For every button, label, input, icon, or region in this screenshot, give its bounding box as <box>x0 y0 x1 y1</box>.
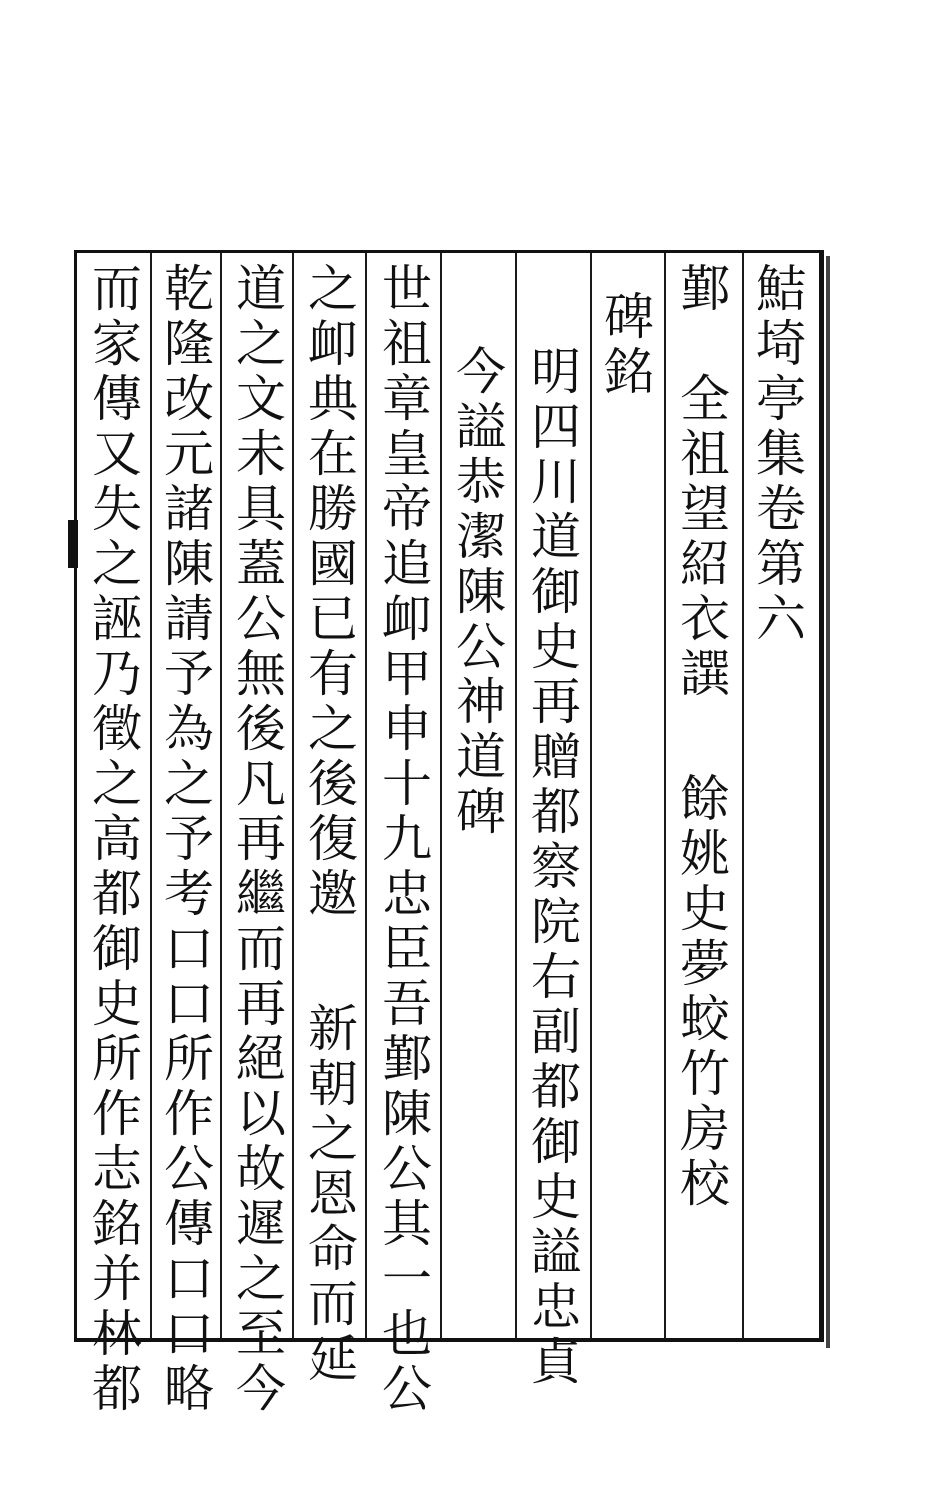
volume-title: 鮚埼亭集卷第六 <box>748 262 806 647</box>
column-rule <box>590 253 592 1339</box>
text-segment: 新朝之恩命而延 <box>300 1002 358 1387</box>
inscription-title-line2: 今謚恭潔陳公神道碑 <box>448 345 506 840</box>
column-rule <box>365 253 367 1339</box>
fishtail-mark <box>68 520 78 568</box>
frame-shadow <box>826 256 830 1348</box>
text-segment: 之卹典在勝國已有之後復邀 <box>300 262 358 922</box>
column-rule <box>220 253 222 1339</box>
text-line: 乾隆改元諸陳請予為之予考口口所作公傳口口略 <box>156 262 214 1417</box>
column-rule <box>664 253 666 1339</box>
column-rule <box>440 253 442 1339</box>
column-rule <box>742 253 744 1339</box>
text-line: 而家傳又失之誣乃徵之高都御史所作志銘并林都 <box>84 262 142 1417</box>
inscription-title-line1: 明四川道御史再贈都察院右副都御史謚忠貞 <box>523 345 581 1390</box>
text-line <box>300 262 358 1387</box>
editor-credit: 餘姚史夢蛟竹房校 <box>672 772 730 1212</box>
text-line: 道之文未具蓋公無後凡再繼而再絕以故遲之至今 <box>228 262 286 1417</box>
author-credit: 鄞 全祖望紹衣譔 <box>672 262 730 702</box>
text-line: 世祖章皇帝追卹甲申十九忠臣吾鄞陳公其一也公 <box>374 262 432 1417</box>
author-line <box>672 262 730 1334</box>
column-rule <box>515 253 517 1339</box>
column-rule <box>292 253 294 1339</box>
section-heading: 碑銘 <box>596 290 654 400</box>
column-rule <box>150 253 152 1339</box>
